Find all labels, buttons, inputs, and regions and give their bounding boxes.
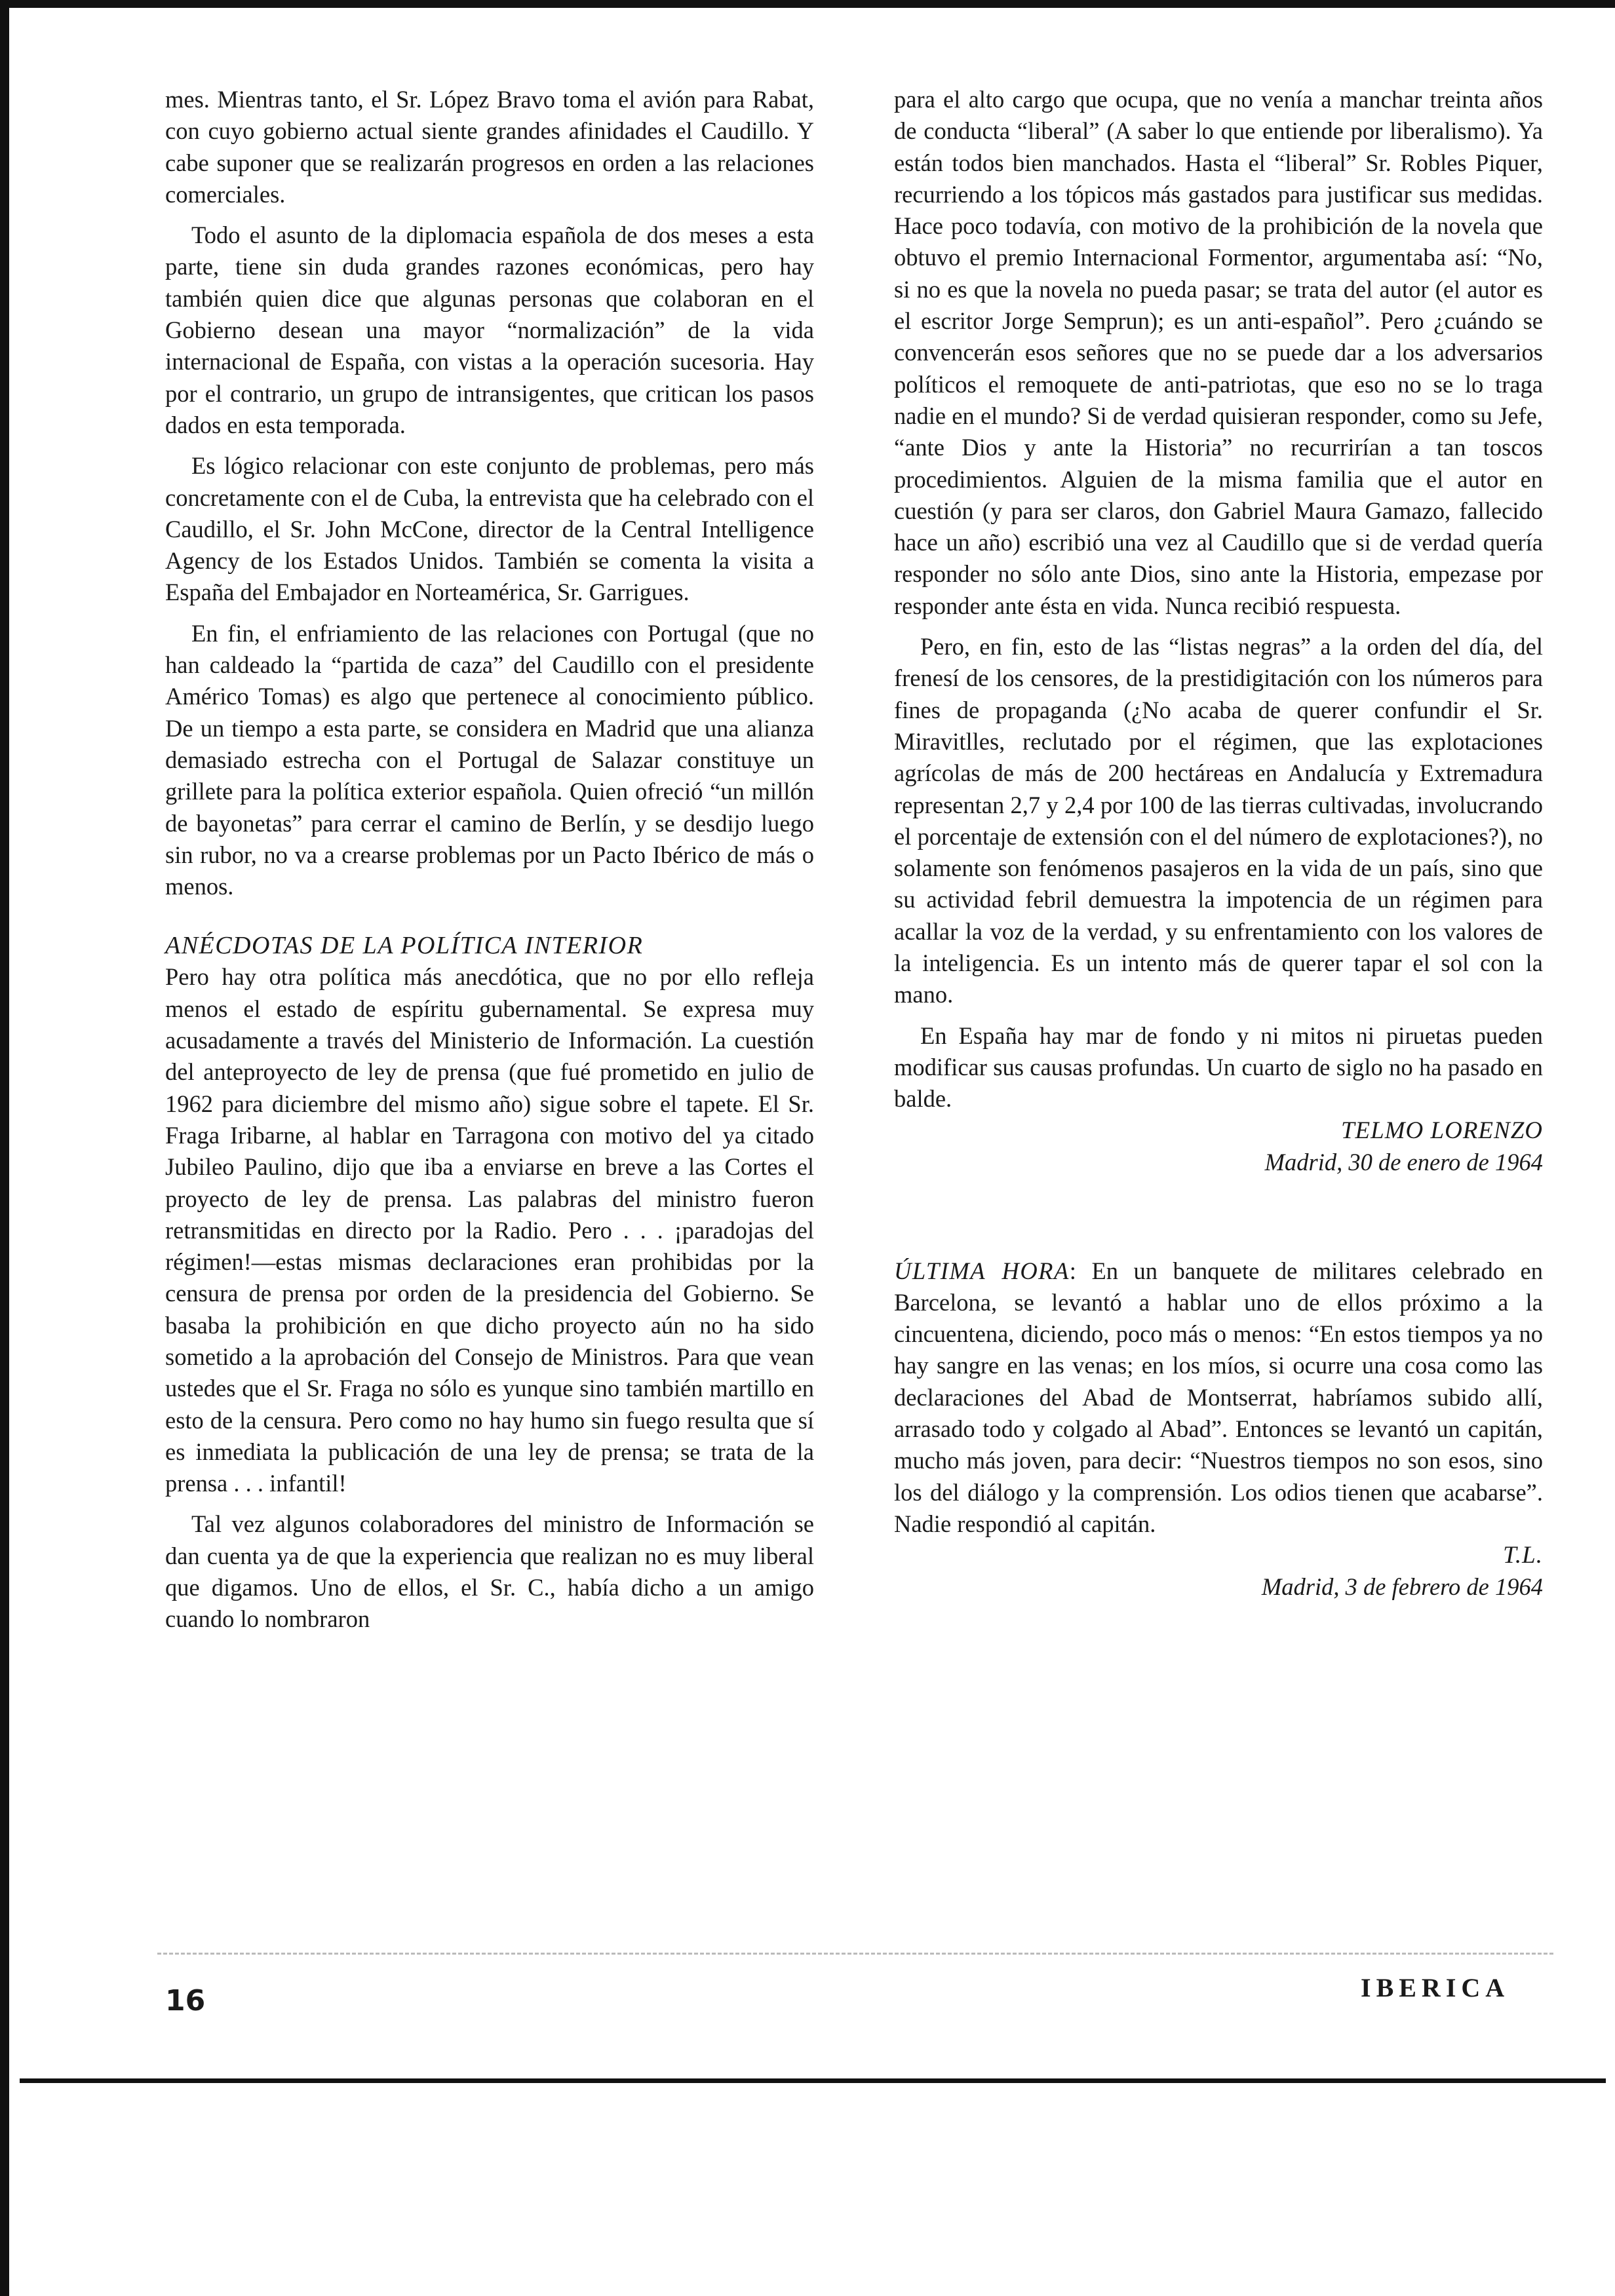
footer-divider [157,1953,1553,1955]
last-hour-paragraph [894,1255,1543,1540]
page-border-top [0,0,1615,8]
last-hour-label: ÚLTIMA HORA [894,1257,1070,1284]
left-column [165,84,814,1636]
page-border-left [0,0,9,2296]
paragraph: Es lógico relacionar con este conjunto de problemas, pero más concretamente con el de Cuba, la entrevista que ha celebrado con el Caudillo, el Sr. John McCone, director de la Central Intelligence Agency de los Estados Unidos. También se comenta la visita a España del Embajador en Norteamérica, Sr. Garrigues. [165,452,814,606]
dateline: Madrid, 30 de enero de 1964 [1264,1148,1543,1176]
paragraph: En fin, el enfriamiento de las relaciones con Portugal (que no han caldeado la “partida de caza” del Caudillo con el presidente Américo Tomas) es algo que pertenece al conocimiento público. De un tiempo a esta parte, se considera en Madrid que una alianza demasiado estrecha con el Portugal de Salazar constituye un grillete para la política exterior española. Quien ofreció “un millón de bayonetas” para cerrar el camino de Berlín, y se desdijo luego sin rubor, no va a crearse problemas por un Pacto Ibérico de más o menos. [165,619,814,900]
author-initials: T.L. [1503,1542,1543,1569]
paragraph: Todo el asunto de la diplomacia española de dos meses a esta parte, tiene sin duda grandes razones económicas, pero hay también quien dice que algunas personas que colaboran en el Gobierno desean una mayor “normalización” de la vida internacional de España, con vistas a la operación sucesoria. Hay por el contrario, un grupo de intransigentes, que critican los pasos dados en esta temporada. [165,221,814,438]
dateline: Madrid, 3 de febrero de 1964 [1261,1573,1543,1601]
section-heading: ANÉCDOTAS DE LA POLÍTICA INTERIOR [165,932,644,960]
paragraph: Pero hay otra política más anecdótica, que no por ello refleja menos el estado de espíritu gubernamental. Se expresa muy acusadamente a través del Ministerio de Información. La cuestión del anteproyecto de ley de prensa (que fué prometido en julio de 1962 para diciembre del mismo año) sigue sobre el tapete. El Sr. Fraga Iribarne, al hablar en Tarragona con motivo del ya citado Jubileo Paulino, dijo que iba a enviarse en breve a las Cortes el proyecto de ley de prensa. Las palabras del ministro fueron retransmitidas en directo por la Radio. Pero . . . ¡paradojas del régimen!—estas mismas declaraciones eran prohibidas por la censura de prensa por orden de la presidencia del Gobierno. Se basaba la prohibición en que dicho proyecto aún no ha sido sometido a la aprobación del Consejo de Ministros. Para que vean ustedes que el Sr. Fraga no sólo es yunque sino también martillo en esto de la censura. Pero como no hay humo sin fuego resulta que sí es inmediata la publicación de una ley de prensa; se trata de la prensa . . . infantil! [165,963,814,1497]
paragraph: En España hay mar de fondo y ni mitos ni piruetas pueden modificar sus causas profundas. Un cuarto de siglo no ha pasado en balde. [894,1022,1543,1113]
paragraph: para el alto cargo que ocupa, que no venía a manchar treinta años de conducta “liberal” (A saber lo que entiende por liberalismo). Ya están todos bien manchados. Hasta el “liberal” Sr. Robles Piquer, recurriendo a los tópicos más gastados para justificar sus medidas. Hace poco todavía, con motivo de la prohibición de la novela que obtuvo el premio Internacional Formentor, argumentaba así: “No, si no es que la novela no pueda pasar; se trata del autor (el autor es el escritor Jorge Semprun); es un anti-español”. Pero ¿cuándo se convencerán esos señores que no se puede dar a los adversarios políticos el remoquete de anti-patriotas, que eso no se lo traga nadie en el mundo? Si de verdad quisieran responder, como su Jefe, “ante Dios y ante la Historia” no recurrirían a tan toscos procedimientos. Alguien de la misma familia que el autor en cuestión (y para ser claros, don Gabriel Maura Gamazo, fallecido hace un año) escribió una vez al Caudillo que si de verdad quería responder no sólo ante Dios, sino ante la Historia, empezase por responder ante ésta en vida. Nunca recibió respuesta. [894,86,1543,619]
page-number: 16 [165,1984,206,2018]
page-border-bottom [20,2078,1606,2083]
right-column [894,84,1543,1603]
paragraph: Pero, en fin, esto de las “listas negras” a la orden del día, del frenesí de los censores, de la prestidigitación con los números para fines de propaganda (¿No acaba de querer confundir el Sr. Miravitlles, reclutado por el régimen, que las explotaciones agrícolas de más de 200 hectáreas en Andalucía y Extremadura representan 2,7 y 2,4 por 100 de las tierras cultivadas, involucrando el porcentaje de extensión con el del número de explotaciones?), no solamente son fenómenos pasajeros en la vida de un país, sino que su actividad febril demuestra la impotencia de un régimen para acallar la voz de la verdad, y su enfrentamiento con los valores de la inteligencia. Es un intento más de querer tapar el sol con la mano. [894,633,1543,1008]
paragraph: mes. Mientras tanto, el Sr. López Bravo toma el avión para Rabat, con cuyo gobierno actual siente grandes afinidades el Caudillo. Y cabe suponer que se realizarán progresos en orden a las relaciones comerciales. [165,86,814,208]
last-hour-text: : En un banquete de militares celebrado en Barcelona, se levantó a hablar uno de ellos próximo a la cincuentena, diciendo, poco más o menos: “En estos tiempos ya no hay sangre en las venas; en los míos, si ocurre una cosa como las declaraciones del Abad de Montserrat, habríamos subido allí, arrasado todo y colgado al Abad”. Entonces se levantó un capitán, mucho más joven, para decir: “Nuestros tiempos no son esos, sino los del diálogo y la comprensión. Los odios tienen que acabarse”. Nadie respondió al capitán. [894,1257,1543,1537]
journal-name: IBERICA [1361,1973,1510,2002]
author-signature: TELMO LORENZO [1340,1117,1543,1144]
paragraph: Tal vez algunos colaboradores del ministro de Información se dan cuenta ya de que la experiencia que realizan no es muy liberal que digamos. Uno de ellos, el Sr. C., había dicho a un amigo cuando lo nombraron [165,1510,814,1633]
